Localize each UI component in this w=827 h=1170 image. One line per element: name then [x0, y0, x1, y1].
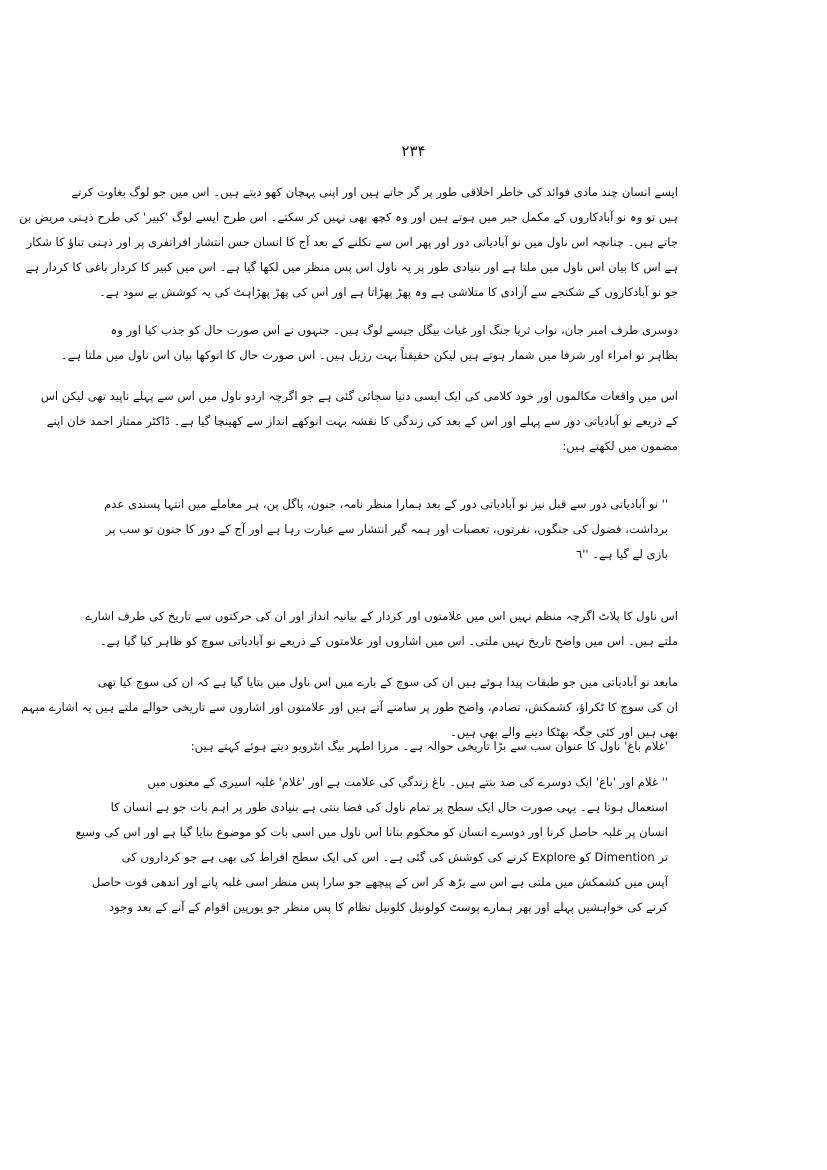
paragraph-2 [60, 318, 678, 368]
text-line: برداشت، فضول کی جنگوں، نفرتوں، تعصبات اور ہمہ گیر انتشار سے عبارت رہا ہے اور آج کے دور کا جنون تو سب پر [105, 522, 668, 536]
text-line: '' نو آبادیاتی دور سے قبل نیز نو آبادیاتی دور کے بعد ہمارا منظر نامہ، جنون، پاگل پن، ہر معاملے میں انتہا پسندی عدم [104, 497, 668, 511]
text-line: اس میں واقعات مکالموں اور خود کلامی کی ایک ایسی دنیا سجائی گئی ہے جو اگرچہ اردو ناول میں اس سے پہلے ناپید تھی لیکن اس [40, 389, 678, 403]
block-quote-1 [104, 492, 668, 567]
text-line: ایسے انسان چند مادی فوائد کی خاطر اخلاقی طور پر گر جاتے ہیں اور اپنی پہچان کھو دیتے ہیں۔ اس میں جو لوگ بغاوت کرتے [71, 185, 678, 199]
block-quote-2 [75, 770, 668, 920]
text-line: ان کی سوچ کا ٹکراؤ، کشمکش، تصادم، واضح طور پر سامنے آتے ہیں اور علامتوں اور اشاروں سے تاریخی حوالے ملتے ہیں یہ اشارے مبہم [21, 700, 678, 714]
text-line: ملتے ہیں۔ اس میں واضح تاریخ نہیں ملتی۔ اس میں اشاروں اور علامتوں کے ذریعے نو آبادیاتی سوچ کو ظاہر کیا گیا ہے۔ [99, 634, 678, 648]
text-line: بھی ہیں اور کئی جگہ بھٹکا دینے والے بھی ہیں۔ [450, 725, 678, 739]
text-line: ہیں تو وہ نو آبادکاروں کے مکمل جبر میں ہوتے ہیں اور وہ کچھ بھی نہیں کر سکتے۔ اس طرح ایسے لوگ 'کبیر' کی طرح ذہنی مریض بن [19, 210, 678, 224]
text-line: '' غلام اور 'باغ' ایک دوسرے کی ضد بنتے ہیں۔ باغ زندگی کی علامت ہے اور 'غلام' غلبہ اسیری کے معنوں میں [147, 775, 668, 789]
text-line: کے ذریعے نو آبادیاتی دور سے پہلے اور اس کے بعد کی زندگی کا نقشہ بہت انوکھے انداز سے کھینچا گیا ہے۔ ڈاکٹر ممتاز احمد خان اپنے [46, 414, 678, 428]
text-line: تر Dimention کو Explore کرنے کی کوشش کی گئی ہے۔ اس کی ایک سطح افراط کی بھی ہے جو کرداروں کی [121, 850, 668, 864]
text-line: ہے اس کا بیان اس ناول میں ملتا ہے اور بنیادی طور پر یہ ناول اس پس منظر میں لکھا گیا ہے۔ اس میں کبیر کا کردار باغی کا کردار ہے [25, 260, 678, 274]
text-line: کرنے کی خواہشیں پہلے اور پھر ہمارے پوسٹ کولونیل کلونیل نظام کا پس منظر جو یورپین اقوام کے آنے کے بعد وجود [109, 900, 668, 914]
paragraph-4 [85, 604, 678, 654]
text-line: جاتے ہیں۔ چنانچہ اس ناول میں نو آبادیاتی دور اور پھر اس سے نکلنے کے بعد آج کا انسان جس انتشار افراتفری پر اور ذہنی تناؤ کا شکار [26, 235, 678, 249]
paragraph-3 [40, 384, 678, 459]
page-number: ۲۳۴ [401, 142, 426, 160]
text-line: جو نو آبادکاروں کے شکنجے سے آزادی کا متلاشی ہے وہ پھڑ پھڑاتا ہے اور اس کی پھڑ پھڑاہٹ کی یہ کوشش بے سود ہے۔ [98, 285, 678, 299]
text-line: دوسری طرف امبر جان، نواب ثریا جنگ اور غیاث بیگل جیسے لوگ ہیں۔ جنہوں نے اس صورت حال کو جذب کیا اور وہ [110, 323, 678, 337]
text-line: آپس میں کشمکش میں ملتی ہے اس سے بڑھ کر اس کے پیچھے جو سارا پس منظر اسی غلبہ پانے اور اندھی قوت حاصل [91, 875, 668, 889]
paragraph-1 [19, 180, 678, 305]
quote-introduction [190, 734, 668, 759]
text-line: بازی لے گیا ہے۔ ''٦ [575, 547, 668, 561]
text-line: مضمون میں لکھتے ہیں: [562, 439, 678, 453]
text-line: مابعد نو آبادیاتی میں جو طبقات پیدا ہوئے ہیں ان کی سوچ کے بارے میں اس ناول میں بتایا گیا ہے کہ ان کی سوچ کیا تھی [97, 675, 678, 689]
text-line: 'غلام باغ' ناول کا عنوان سب سے بڑا تاریخی حوالہ ہے۔ مرزا اطہر بیگ انٹرویو دیتے ہوئے کہتے ہیں: [190, 739, 668, 753]
text-line: بظاہر تو امراء اور شرفا میں شمار ہوتے ہیں لیکن حقیقتاً بہت رزیل ہیں۔ اس صورت حال کا انوکھا بیان اس ناول میں ملتا ہے۔ [60, 348, 678, 362]
text-line: انسان پر غلبہ حاصل کرنا اور دوسرے انسان کو محکوم بنانا اس ناول میں اسی بات کو موضوع بنایا گیا ہے اور اس کی وسیع [75, 825, 668, 839]
text-line: اس ناول کا پلاٹ اگرچہ منظم نہیں اس میں علامتوں اور کردار کے بیانیہ انداز اور ان کی حرکتوں سے تاریخ کی طرف اشارے [85, 609, 678, 623]
text-line: استعمال ہوتا ہے۔ یہی صورت حال ایک سطح پر تمام ناول کی فضا بنتی ہے بنیادی طور پر اہم بات جو ہے انسان کا [110, 800, 668, 814]
